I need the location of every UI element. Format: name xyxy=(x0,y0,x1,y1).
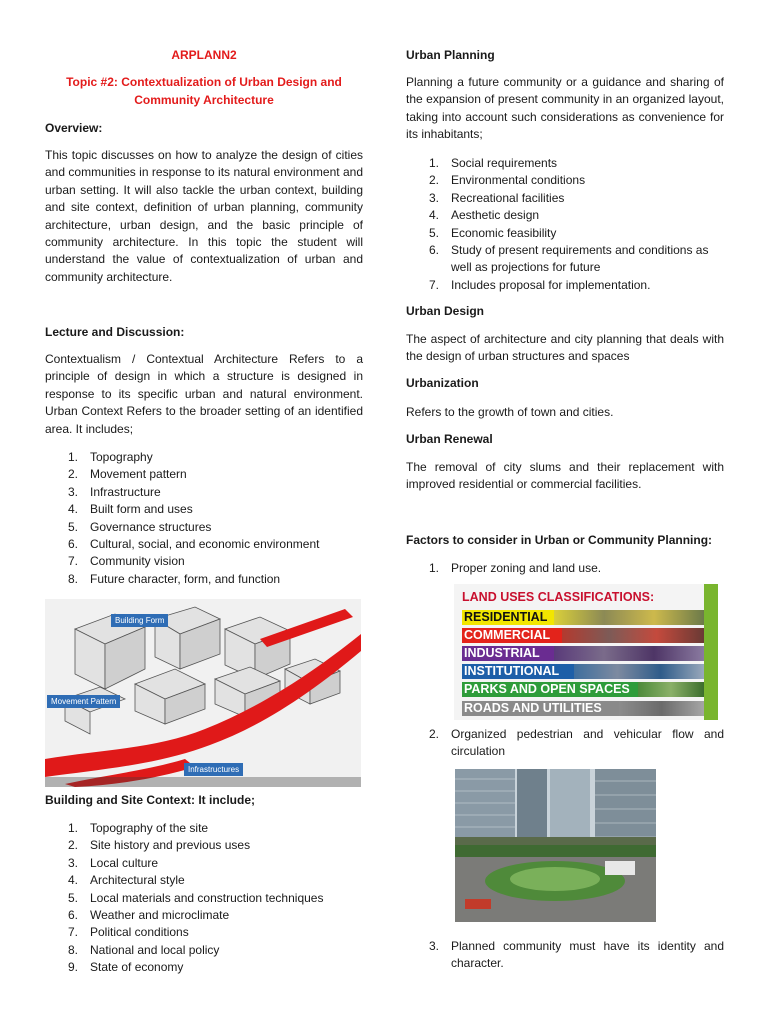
land-use-parks: PARKS AND OPEN SPACES xyxy=(462,682,638,697)
list-item: 4. Aesthetic design xyxy=(429,208,540,223)
list-item: 7. Community vision xyxy=(68,554,185,569)
green-edge xyxy=(704,584,718,720)
factor-3 xyxy=(406,938,724,973)
list-item: 5. Economic feasibility xyxy=(429,225,557,240)
list-item: 2. Site history and previous uses xyxy=(68,838,251,853)
list-item: 5. Governance structures xyxy=(68,519,212,534)
factor-2 xyxy=(406,726,724,761)
photo-strip xyxy=(574,664,704,679)
topic-title-line2: Community Architecture xyxy=(134,93,274,107)
land-use-title: LAND USES CLASSIFICATIONS: xyxy=(462,590,655,604)
list-item: 1. Topography xyxy=(68,450,153,464)
photo-strip xyxy=(619,701,704,716)
list-item: 3. Planned community must have its identity and character. xyxy=(429,939,724,971)
list-item: 1. Social requirements xyxy=(429,156,558,170)
urban-context-list xyxy=(45,449,363,588)
list-item: 2. Movement pattern xyxy=(68,467,187,482)
street-photo xyxy=(455,769,656,922)
list-item: 7. Includes proposal for implementation. xyxy=(429,277,651,292)
overview-heading: Overview: xyxy=(45,121,103,135)
topic-title-line1: Topic #2: Contextualization of Urban Design and xyxy=(66,75,342,89)
overview-paragraph: This topic discusses on how to analyze the design of cities and communities in response to its natural environment and urban setting. It will also tackle the urban context, building and site context, definition of urban planning, community architecture, urban design, and the basic principle of community architecture. In this topic the student will understand the value of contextualization of urban and community architecture. xyxy=(45,148,363,284)
list-item: 7. Political conditions xyxy=(68,925,189,940)
lecture-heading: Lecture and Discussion: xyxy=(45,325,185,339)
factors-heading: Factors to consider in Urban or Community Planning: xyxy=(406,533,713,547)
urban-renewal-heading: Urban Renewal xyxy=(406,432,493,446)
list-item: 4. Built form and uses xyxy=(68,502,193,517)
planning-considerations-list xyxy=(406,155,724,294)
list-item: 6. Weather and microclimate xyxy=(68,908,230,923)
urban-design-paragraph: The aspect of architecture and city planning that deals with the design of urban structures and spaces xyxy=(406,332,724,364)
list-item: 2. Environmental conditions xyxy=(429,173,586,188)
photo-strip xyxy=(554,646,704,661)
list-item: 5. Local materials and construction techniques xyxy=(68,890,324,905)
site-context-heading: Building and Site Context: It include; xyxy=(45,793,255,807)
site-context-list xyxy=(45,820,363,977)
list-item: 3. Recreational facilities xyxy=(429,190,565,205)
land-use-commercial: COMMERCIAL xyxy=(462,628,562,643)
contextualism-paragraph: Contextualism / Contextual Architecture Refers to a principle of design in which a structure is designed in response to its specific urban and natural environment. Urban Context Refers to the broader setting of an identified area. It includes; xyxy=(45,352,363,436)
urban-planning-paragraph: Planning a future community or a guidance and sharing of the expansion of present community in an organized layout, taking into account such considerations as convenience for its inhabitants; xyxy=(406,75,724,142)
factor-1 xyxy=(406,560,724,577)
street-photo-drawing xyxy=(455,769,656,922)
list-item: 4. Architectural style xyxy=(68,873,185,888)
photo-strip xyxy=(554,610,704,625)
urbanization-paragraph: Refers to the growth of town and cities. xyxy=(406,405,614,419)
land-use-institutional: INSTITUTIONAL xyxy=(462,664,574,679)
urban-context-diagram xyxy=(45,599,361,787)
photo-strip xyxy=(638,682,704,697)
list-item: 3. Infrastructure xyxy=(68,484,161,499)
urban-renewal-paragraph: The removal of city slums and their replacement with improved residential or commercial facilities. xyxy=(406,460,724,492)
list-item: 1. Topography of the site xyxy=(68,821,209,835)
list-item: 8. Future character, form, and function xyxy=(68,571,281,586)
land-use-industrial: INDUSTRIAL xyxy=(462,646,554,661)
list-item: 9. State of economy xyxy=(68,960,184,975)
list-item: 6. Cultural, social, and economic environment xyxy=(68,537,320,552)
land-use-chart xyxy=(454,584,718,720)
urbanization-heading: Urbanization xyxy=(406,376,479,390)
land-use-roads: ROADS AND UTILITIES xyxy=(462,701,619,716)
building-form-label: Building Form xyxy=(111,614,168,627)
urban-planning-heading: Urban Planning xyxy=(406,48,495,62)
photo-strip xyxy=(562,628,704,643)
list-item: 3. Local culture xyxy=(68,855,159,870)
list-item: 2. Organized pedestrian and vehicular flow and circulation xyxy=(429,727,724,759)
course-code: ARPLANN2 xyxy=(171,48,237,62)
infrastructures-label: Infrastructures xyxy=(184,763,243,776)
list-item: 6. Study of present requirements and conditions as well as projections for future xyxy=(429,243,709,275)
list-item: 1. Proper zoning and land use. xyxy=(429,561,602,575)
land-use-residential: RESIDENTIAL xyxy=(462,610,554,625)
movement-pattern-label: Movement Pattern xyxy=(47,695,120,708)
list-item: 8. National and local policy xyxy=(68,942,220,957)
diagram-drawing xyxy=(45,599,361,787)
urban-design-heading: Urban Design xyxy=(406,304,485,318)
